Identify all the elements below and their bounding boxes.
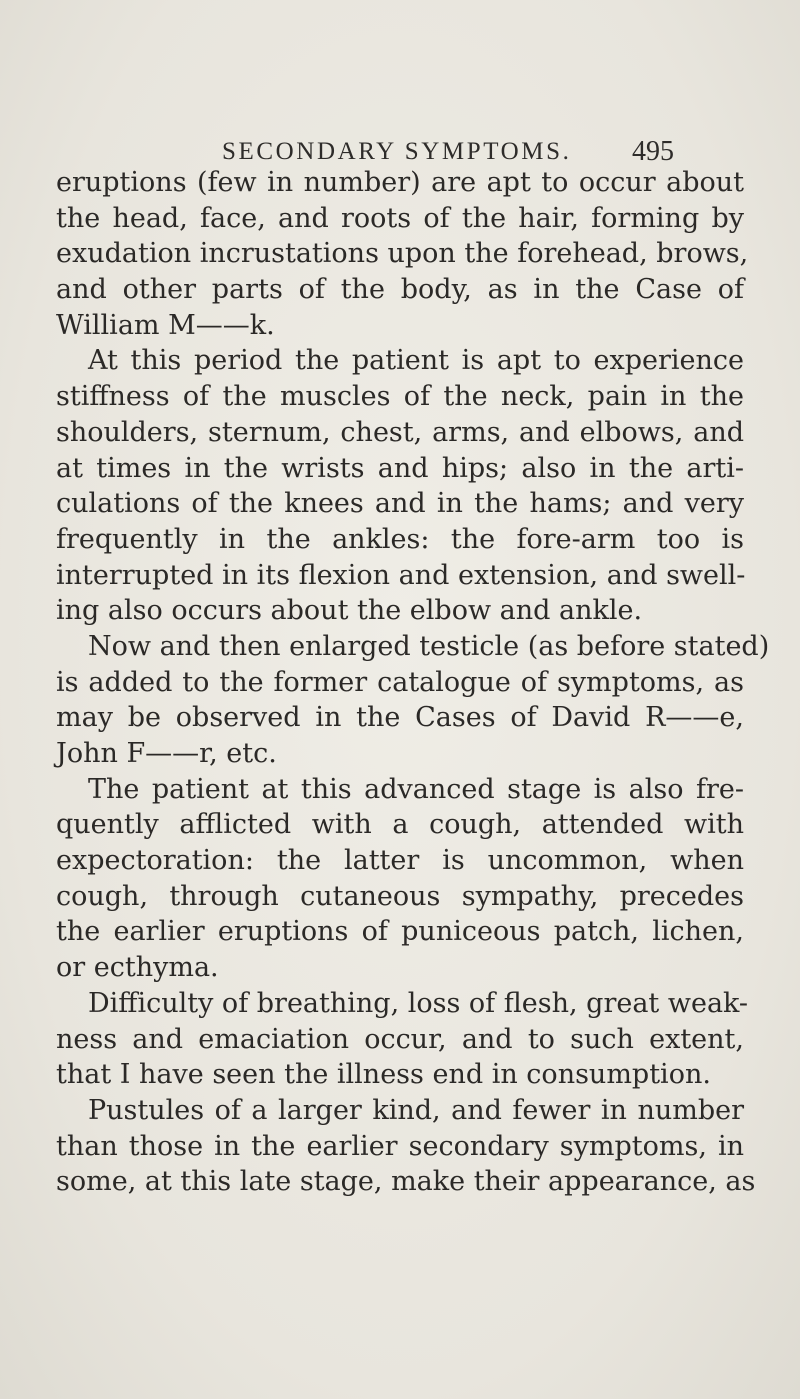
text-line: Difficulty of breathing, loss of flesh, great weak- [88,987,749,1019]
paragraph [56,986,749,1093]
text-line: shoulders, sternum, chest, arms, and elbows, and [56,416,744,448]
paragraph [56,629,770,772]
text-line: Now and then enlarged testicle (as before stated) [88,630,770,662]
text-line: At this period the patient is apt to experience [88,345,744,377]
text-line: culations of the knees and in the hams; and very [56,488,744,520]
text-line: The patient at this advanced stage is also fre- [88,773,744,805]
paragraph [56,772,744,986]
text-line: John F——r, etc. [56,738,277,769]
text-line: and other parts of the body, as in the Case of [56,274,744,306]
paragraph [56,165,749,343]
text-line: the earlier eruptions of puniceous patch, lichen, [56,916,744,948]
text-line: expectoration: the latter is uncommon, when [56,845,744,877]
text-line: exudation incrustations upon the forehead, brows, [56,238,749,270]
text-line: the head, face, and roots of the hair, forming by [56,202,744,234]
text-line: than those in the earlier secondary symptoms, in [56,1130,744,1162]
text-line: is added to the former catalogue of symptoms, as [56,666,744,698]
text-line: Pustules of a larger kind, and fewer in number [88,1094,744,1126]
text-line: cough, through cutaneous sympathy, precedes [56,880,744,912]
text-line: stiffness of the muscles of the neck, pain in the [56,381,744,413]
text-line: ness and emaciation occur, and to such extent, [56,1023,744,1055]
paragraph [56,343,744,629]
text-line: eruptions (few in number) are apt to occur about [56,167,744,198]
text-line: some, at this late stage, make their appearance, as [56,1166,756,1198]
text-line: that I have seen the illness end in consumption. [56,1059,711,1091]
page-number: 495 [632,136,674,167]
text-line: interrupted in its flexion and extension, and swell- [56,559,746,591]
text-line: William M——k. [56,309,275,341]
text-line: ing also occurs about the elbow and ankle. [56,595,643,627]
running-head: SECONDARY SYMPTOMS. [222,138,572,165]
text-line: or ecthyma. [56,952,219,984]
text-line: quently afflicted with a cough, attended with [56,809,744,841]
body-text [56,165,770,1200]
text-line: at times in the wrists and hips; also in the arti- [56,452,744,484]
paragraph [56,1093,756,1200]
text-line: may be observed in the Cases of David R——e, [56,702,744,734]
text-line: frequently in the ankles: the fore-arm too is [56,523,744,555]
